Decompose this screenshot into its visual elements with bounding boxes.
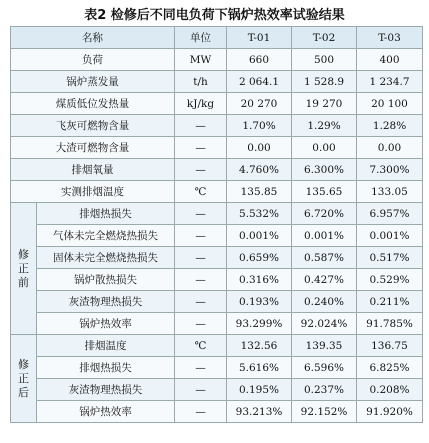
cell-t01: 0.195% bbox=[227, 379, 292, 401]
cell-t03: 0.208% bbox=[357, 379, 423, 401]
row-name: 煤质低位发热量 bbox=[11, 93, 175, 115]
row-unit: ℃ bbox=[175, 335, 227, 357]
row-unit: — bbox=[175, 313, 227, 335]
cell-t01: 0.001% bbox=[227, 225, 292, 247]
row-name: 锅炉热效率 bbox=[37, 401, 175, 423]
cell-t02: 500 bbox=[292, 49, 357, 71]
cell-t03: 1.28% bbox=[357, 115, 423, 137]
cell-t01: 93.299% bbox=[227, 313, 292, 335]
header-unit: 单位 bbox=[175, 27, 227, 49]
row-name: 排烟温度 bbox=[37, 335, 175, 357]
row-unit: t/h bbox=[175, 71, 227, 93]
row-unit: — bbox=[175, 137, 227, 159]
cell-t03: 6.957% bbox=[357, 203, 423, 225]
cell-t01: 660 bbox=[227, 49, 292, 71]
header-t01: T-01 bbox=[227, 27, 292, 49]
cell-t01: 2 064.1 bbox=[227, 71, 292, 93]
group-label-before: 修 正 前 bbox=[11, 203, 37, 335]
cell-t03: 1 234.7 bbox=[357, 71, 423, 93]
row-unit: — bbox=[175, 247, 227, 269]
cell-t02: 0.240% bbox=[292, 291, 357, 313]
cell-t03: 20 100 bbox=[357, 93, 423, 115]
row-unit: kJ/kg bbox=[175, 93, 227, 115]
table-row bbox=[11, 247, 423, 269]
row-name: 排烟热损失 bbox=[37, 203, 175, 225]
table-row bbox=[11, 71, 423, 93]
cell-t01: 135.85 bbox=[227, 181, 292, 203]
table-row bbox=[11, 49, 423, 71]
cell-t01: 132.56 bbox=[227, 335, 292, 357]
cell-t03: 91.785% bbox=[357, 313, 423, 335]
cell-t03: 0.001% bbox=[357, 225, 423, 247]
cell-t03: 7.300% bbox=[357, 159, 423, 181]
table-row bbox=[11, 357, 423, 379]
cell-t01: 1.70% bbox=[227, 115, 292, 137]
results-table bbox=[10, 26, 423, 423]
row-name: 实测排烟温度 bbox=[11, 181, 175, 203]
cell-t03: 0.529% bbox=[357, 269, 423, 291]
cell-t01: 20 270 bbox=[227, 93, 292, 115]
cell-t02: 0.001% bbox=[292, 225, 357, 247]
cell-t02: 19 270 bbox=[292, 93, 357, 115]
row-unit: — bbox=[175, 291, 227, 313]
header-t02: T-02 bbox=[292, 27, 357, 49]
table-row bbox=[11, 137, 423, 159]
row-name: 飞灰可燃物含量 bbox=[11, 115, 175, 137]
row-unit: — bbox=[175, 115, 227, 137]
cell-t01: 0.00 bbox=[227, 137, 292, 159]
row-unit: — bbox=[175, 379, 227, 401]
cell-t02: 1.29% bbox=[292, 115, 357, 137]
cell-t03: 136.75 bbox=[357, 335, 423, 357]
cell-t02: 6.720% bbox=[292, 203, 357, 225]
cell-t02: 0.00 bbox=[292, 137, 357, 159]
header-name: 名称 bbox=[11, 27, 175, 49]
cell-t01: 0.193% bbox=[227, 291, 292, 313]
row-unit: ℃ bbox=[175, 181, 227, 203]
table-row bbox=[11, 335, 423, 357]
group-label-after: 修 正 后 bbox=[11, 335, 37, 423]
row-name: 固体未完全燃烧热损失 bbox=[37, 247, 175, 269]
cell-t02: 1 528.9 bbox=[292, 71, 357, 93]
row-name: 锅炉散热损失 bbox=[37, 269, 175, 291]
cell-t03: 133.05 bbox=[357, 181, 423, 203]
cell-t02: 0.427% bbox=[292, 269, 357, 291]
row-name: 大渣可燃物含量 bbox=[11, 137, 175, 159]
cell-t02: 6.300% bbox=[292, 159, 357, 181]
table-row bbox=[11, 379, 423, 401]
row-name: 排烟热损失 bbox=[37, 357, 175, 379]
row-name: 负荷 bbox=[11, 49, 175, 71]
row-unit: — bbox=[175, 269, 227, 291]
table-row bbox=[11, 203, 423, 225]
table-row bbox=[11, 181, 423, 203]
row-unit: — bbox=[175, 203, 227, 225]
table-row bbox=[11, 225, 423, 247]
cell-t01: 0.316% bbox=[227, 269, 292, 291]
row-unit: — bbox=[175, 401, 227, 423]
table-row bbox=[11, 115, 423, 137]
row-name: 气体未完全燃烧热损失 bbox=[37, 225, 175, 247]
row-name: 锅炉蒸发量 bbox=[11, 71, 175, 93]
row-unit: — bbox=[175, 225, 227, 247]
cell-t01: 0.659% bbox=[227, 247, 292, 269]
cell-t03: 91.920% bbox=[357, 401, 423, 423]
cell-t02: 135.65 bbox=[292, 181, 357, 203]
table-row bbox=[11, 401, 423, 423]
cell-t02: 92.152% bbox=[292, 401, 357, 423]
row-unit: — bbox=[175, 159, 227, 181]
cell-t01: 5.616% bbox=[227, 357, 292, 379]
cell-t02: 92.024% bbox=[292, 313, 357, 335]
cell-t03: 0.00 bbox=[357, 137, 423, 159]
cell-t03: 6.825% bbox=[357, 357, 423, 379]
cell-t03: 0.211% bbox=[357, 291, 423, 313]
table-row bbox=[11, 93, 423, 115]
cell-t01: 5.532% bbox=[227, 203, 292, 225]
table-row bbox=[11, 313, 423, 335]
cell-t02: 0.587% bbox=[292, 247, 357, 269]
table-row bbox=[11, 159, 423, 181]
header-row bbox=[11, 27, 423, 49]
row-name: 灰渣物理热损失 bbox=[37, 379, 175, 401]
cell-t01: 4.760% bbox=[227, 159, 292, 181]
cell-t01: 93.213% bbox=[227, 401, 292, 423]
row-unit: MW bbox=[175, 49, 227, 71]
row-unit: — bbox=[175, 357, 227, 379]
cell-t02: 0.237% bbox=[292, 379, 357, 401]
header-t03: T-03 bbox=[357, 27, 423, 49]
table-caption: 表2 检修后不同电负荷下锅炉热效率试验结果 bbox=[84, 8, 345, 23]
row-name: 灰渣物理热损失 bbox=[37, 291, 175, 313]
cell-t03: 0.517% bbox=[357, 247, 423, 269]
cell-t02: 6.596% bbox=[292, 357, 357, 379]
table-row bbox=[11, 291, 423, 313]
table-row bbox=[11, 269, 423, 291]
cell-t02: 139.35 bbox=[292, 335, 357, 357]
row-name: 排烟氧量 bbox=[11, 159, 175, 181]
cell-t03: 400 bbox=[357, 49, 423, 71]
row-name: 锅炉热效率 bbox=[37, 313, 175, 335]
